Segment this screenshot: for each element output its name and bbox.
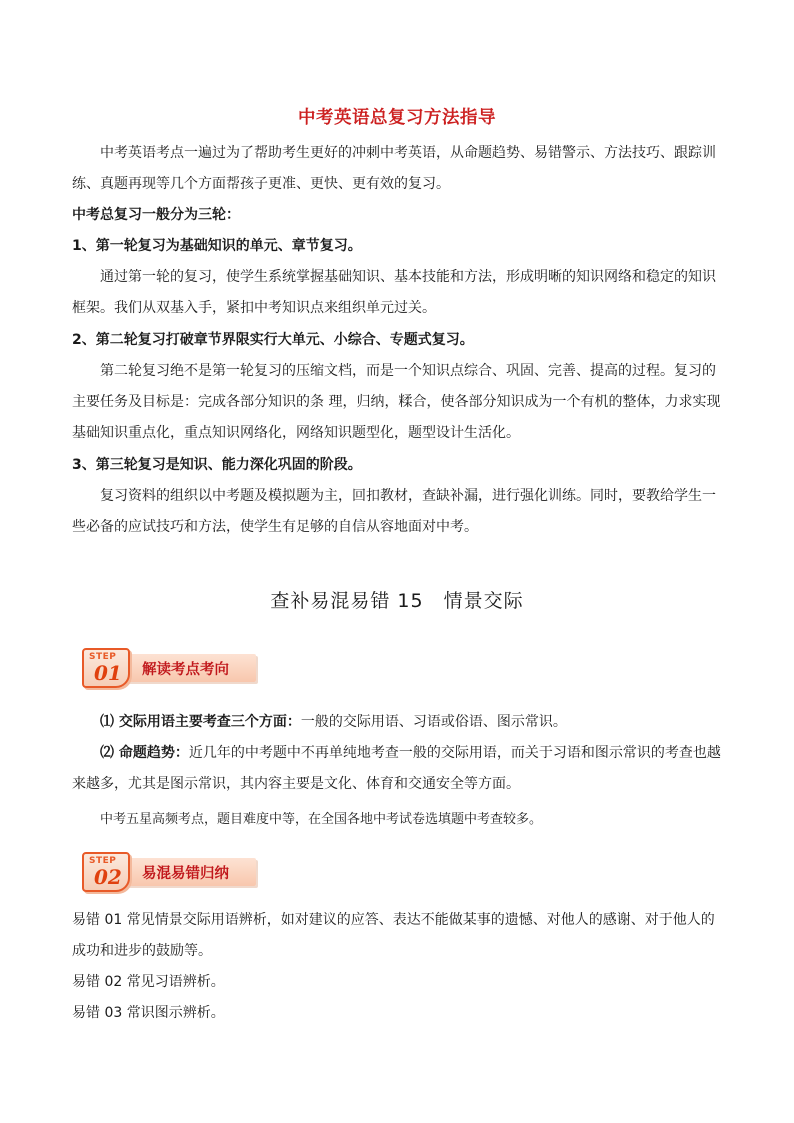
round3-body: 复习资料的组织以中考题及模拟题为主，回扣教材，查缺补漏，进行强化训练。同时，要教给学生一些必备的应试技巧和方法，使学生有足够的自信从容地面对中考。 (72, 488, 716, 535)
round1-heading: 1、第一轮复习为基础知识的单元、章节复习。 (72, 238, 362, 254)
step-label: STEP (89, 856, 117, 866)
step1-item-2-prefix: ⑵ 命题趋势： (100, 745, 189, 761)
step1-item-1 (72, 707, 724, 738)
step1-note: 中考五星高频考点，题目难度中等，在全国各地中考试卷选填题中考查较多。 (100, 812, 543, 827)
step-badge (82, 852, 130, 892)
intro-paragraph: 中考英语考点一遍过为了帮助考生更好的冲刺中考英语，从命题趋势、易错警示、方法技巧、跟踪训练、真题再现等几个方面帮孩子更准、更快、更有效的复习。 (72, 145, 716, 192)
step-number: 01 (94, 661, 122, 685)
step-title: 解读考点考向 (142, 662, 229, 678)
step-number: 02 (94, 865, 122, 889)
section-title: 查补易混易错 15 情景交际 (270, 590, 524, 612)
step-label: STEP (89, 652, 117, 662)
step1-item-1-prefix: ⑴ 交际用语主要考查三个方面： (100, 714, 301, 730)
round1-body: 通过第一轮的复习，使学生系统掌握基础知识、基本技能和方法，形成明晰的知识网络和稳定的知识框架。我们从双基入手，紧扣中考知识点来组织单元过关。 (72, 269, 716, 316)
step2-item-2: 易错 02 常见习语辨析。 (72, 974, 225, 990)
step1-item-2 (72, 738, 724, 800)
round3-heading: 3、第三轮复习是知识、能力深化巩固的阶段。 (72, 457, 362, 473)
step-01-banner (82, 648, 260, 688)
round2-body: 第二轮复习绝不是第一轮复习的压缩文档，而是一个知识点综合、巩固、完善、提高的过程。复习的主要任务及目标是：完成各部分知识的条 理，归纳，糅合，使各部分知识成为一个有机的整体，力求实现基础知识重点化，重点知识网络化，网络知识题型化，题型设计生活化。 (72, 363, 721, 441)
step1-item-1-text: 一般的交际用语、习语或俗语、图示常识。 (300, 714, 567, 730)
step1-item-2-text: 近几年的中考题中不再单纯地考查一般的交际用语，而关于习语和图示常识的考查也越来越多，尤其是图示常识，其内容主要是文化、体育和交通安全等方面。 (72, 745, 721, 792)
overview-heading: 中考总复习一般分为三轮： (72, 207, 240, 223)
step-02-banner (82, 852, 260, 892)
document-title: 中考英语总复习方法指导 (298, 108, 496, 128)
step2-item-1: 易错 01 常见情景交际用语辨析，如对建议的应答、表达不能做某事的遗憾、对他人的感谢、对于他人的成功和进步的鼓励等。 (72, 912, 715, 959)
step-badge (82, 648, 130, 688)
step2-item-3: 易错 03 常识图示辨析。 (72, 1005, 225, 1021)
round2-heading: 2、第二轮复习打破章节界限实行大单元、小综合、专题式复习。 (72, 332, 474, 348)
step-title: 易混易错归纳 (142, 866, 229, 882)
